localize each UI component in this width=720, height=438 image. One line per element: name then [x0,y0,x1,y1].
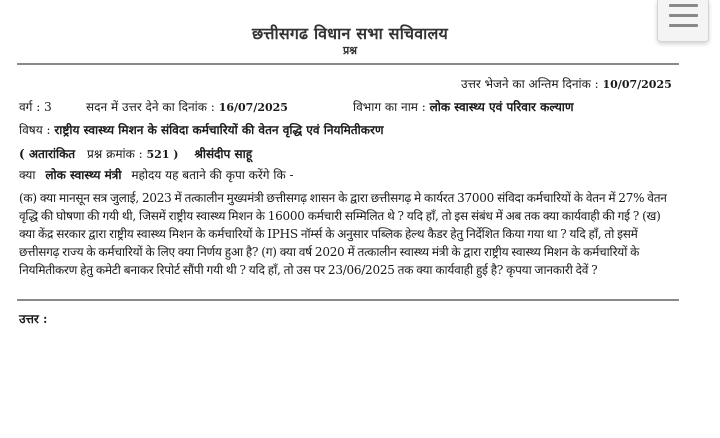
department-row [353,99,574,115]
deadline-label: उत्तर भेजने का अन्तिम दिनांक : [461,77,599,91]
house-date-label: सदन में उत्तर देने का दिनांक : [86,100,215,114]
deadline-value: 10/07/2025 [602,78,672,91]
answer-label: उत्तर : [19,312,48,326]
page-subtitle: प्रश्न [342,44,358,57]
question-number-value: 521 ) [146,148,179,161]
subject-row [19,122,384,138]
house-date-row [86,99,288,116]
member-name: श्रीसंदीप साहू [194,147,253,161]
question-text: (क) क्या मानसून सत्र जुलाई, 2023 में तत्कालीन मुख्यमंत्री छत्तीसगढ़ शासन के द्वारा छत्तीसगढ़ मे कार्यरत 37000 संविदा कर्मचारियों के वेतन में 27% वेतन वृद्धि की घोषणा की गयी थी, जिसमें राष्ट्रीय स्वास्थ्य मिशन के 16000 कर्मचारी सम्मिलित थे ? यदि हाँ, तो इस संबंध में अब तक क्या कार्यवाही की गई ? (ख) क्या केंद्र सरकार द्वारा राष्ट्रीय स्वास्थ्य मिशन के कर्मचारियों के IPHS नॉर्म्स के अनुसार पब्लिक हेल्थ कैडर हेतु निर्देशित किया गया था ? यदि हाँ, तो इसमें छत्तीसगढ़ राज्य के कर्मचारियों के लिए क्या निर्णय हुआ है? (ग) क्या वर्ष 2020 में तत्कालीन स्वास्थ्य मंत्री के द्वारा राष्ट्रीय स्वास्थ्य मिशन के कर्मचारियों के नियमितीकरण हेतु कमेटी बनाकर रिपोर्ट सौंपी गयी थी ? यदि हाँ, तो उस पर 23/06/2025 तक क्या कार्यवाही हुई है? कृपया जानकारी देवें ? [19,191,667,277]
house-date-value: 16/07/2025 [218,101,288,114]
subject-label: विषय : [19,123,51,137]
minister-row [19,167,294,183]
hamburger-icon-bar [669,14,698,17]
question-number-label: प्रश्न क्रमांक : [86,147,143,161]
minister-name: लोक स्वास्थ्य मंत्री [45,168,122,182]
category: वर्ग : 3 [19,100,52,114]
question-info-row [19,146,252,163]
minister-suffix: महोदय यह बताने की कृपा करेंगे कि - [131,168,294,182]
page-title: छत्तीसगढ विधान सभा सचिवालय [252,24,448,43]
deadline-row [461,76,672,93]
header-divider [17,63,679,65]
hamburger-icon-bar [669,4,698,7]
department-value: लोक स्वास्थ्य एवं परिवार कल्याण [429,100,574,114]
department-label: विभाग का नाम : [353,100,426,114]
subject-value: राष्ट्रीय स्वास्थ्य मिशन के संविदा कर्मचारियों की वेतन वृद्धि एवं नियमितीकरण [54,123,384,137]
question-type: ( अतारांकित [19,147,76,161]
answer-divider [17,299,679,301]
minister-prefix: क्या [19,168,36,182]
